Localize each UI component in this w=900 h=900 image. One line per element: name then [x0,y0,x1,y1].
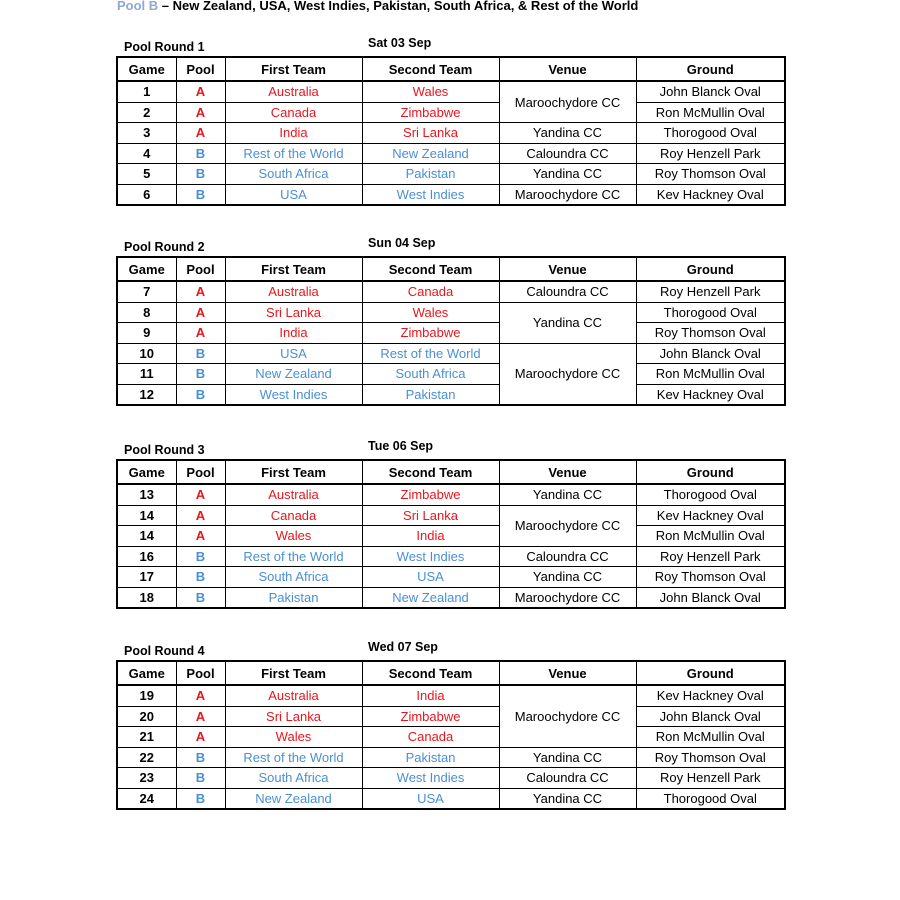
col-ground-header: Ground [636,257,785,281]
col-game-header: Game [117,661,176,685]
ground: Roy Henzell Park [636,281,785,302]
first-team: South Africa [225,567,362,588]
col-first-team-header: First Team [225,257,362,281]
venue: Maroochydore CC [499,343,636,405]
ground: John Blanck Oval [636,81,785,102]
game-number: 3 [117,123,176,144]
game-number: 13 [117,484,176,505]
header-row [117,257,785,281]
round-date: Sat 03 Sep [368,36,432,50]
round-date: Tue 06 Sep [368,439,434,453]
ground: Ron McMullin Oval [636,102,785,123]
col-ground-header: Ground [636,57,785,81]
col-ground-header: Ground [636,661,785,685]
table-row [117,143,785,164]
ground: John Blanck Oval [636,587,785,608]
first-team: Rest of the World [225,546,362,567]
venue: Yandina CC [499,788,636,809]
round-date: Wed 07 Sep [368,640,438,654]
first-team: Canada [225,102,362,123]
first-team: South Africa [225,164,362,185]
ground: Thorogood Oval [636,788,785,809]
pool-letter: B [176,788,225,809]
first-team: India [225,123,362,144]
second-team: West Indies [362,546,499,567]
second-team: New Zealand [362,587,499,608]
col-pool-header: Pool [176,57,225,81]
pool-letter: A [176,102,225,123]
ground: Kev Hackney Oval [636,685,785,706]
game-number: 9 [117,323,176,344]
table-row [117,102,785,123]
col-first-team-header: First Team [225,57,362,81]
venue: Yandina CC [499,164,636,185]
table-row [117,323,785,344]
pool-letter: A [176,526,225,547]
fixture-table [116,459,786,609]
ground: Kev Hackney Oval [636,505,785,526]
pool-letter: A [176,484,225,505]
table-row [117,526,785,547]
game-number: 21 [117,727,176,748]
first-team: Rest of the World [225,143,362,164]
first-team: USA [225,184,362,205]
round-header [116,437,784,459]
first-team: Rest of the World [225,747,362,768]
table-row [117,484,785,505]
col-venue-header: Venue [499,257,636,281]
game-number: 6 [117,184,176,205]
game-number: 4 [117,143,176,164]
round-header [116,234,784,256]
pool-round-4 [116,638,784,810]
fixture-table [116,660,786,810]
pool-letter: B [176,184,225,205]
pool-letter: A [176,706,225,727]
round-title: Pool Round 3 [124,443,205,457]
game-number: 11 [117,364,176,385]
second-team: South Africa [362,364,499,385]
col-game-header: Game [117,460,176,484]
second-team: Rest of the World [362,343,499,364]
round-title: Pool Round 1 [124,40,205,54]
col-second-team-header: Second Team [362,57,499,81]
first-team: India [225,323,362,344]
table-row [117,164,785,185]
first-team: Canada [225,505,362,526]
table-row [117,81,785,102]
second-team: Sri Lanka [362,123,499,144]
game-number: 12 [117,384,176,405]
pool-round-1 [116,34,784,206]
ground: Kev Hackney Oval [636,184,785,205]
game-number: 19 [117,685,176,706]
game-number: 7 [117,281,176,302]
col-pool-header: Pool [176,661,225,685]
game-number: 16 [117,546,176,567]
col-second-team-header: Second Team [362,257,499,281]
venue: Maroochydore CC [499,81,636,123]
venue: Yandina CC [499,302,636,343]
col-venue-header: Venue [499,57,636,81]
venue: Caloundra CC [499,143,636,164]
venue: Caloundra CC [499,546,636,567]
col-venue-header: Venue [499,661,636,685]
fixture-table [116,56,786,206]
pool-letter: A [176,302,225,323]
heading-team-list: – New Zealand, USA, West Indies, Pakistan, South Africa, & Rest of the World [158,0,639,13]
ground: Roy Thomson Oval [636,323,785,344]
header-row [117,57,785,81]
pool-letter: A [176,685,225,706]
table-row [117,123,785,144]
game-number: 14 [117,526,176,547]
col-second-team-header: Second Team [362,460,499,484]
pool-letter: A [176,505,225,526]
venue: Yandina CC [499,567,636,588]
game-number: 2 [117,102,176,123]
second-team: New Zealand [362,143,499,164]
ground: Roy Henzell Park [636,143,785,164]
table-row [117,706,785,727]
second-team: India [362,526,499,547]
pool-letter: B [176,343,225,364]
ground: Ron McMullin Oval [636,364,785,385]
pool-letter: B [176,384,225,405]
first-team: USA [225,343,362,364]
game-number: 14 [117,505,176,526]
game-number: 10 [117,343,176,364]
first-team: West Indies [225,384,362,405]
first-team: South Africa [225,768,362,789]
ground: Ron McMullin Oval [636,526,785,547]
ground: Thorogood Oval [636,302,785,323]
table-row [117,685,785,706]
col-first-team-header: First Team [225,661,362,685]
col-second-team-header: Second Team [362,661,499,685]
ground: Roy Henzell Park [636,768,785,789]
pool-letter: B [176,546,225,567]
ground: Thorogood Oval [636,484,785,505]
heading-pool-label: Pool B [117,0,159,13]
second-team: Pakistan [362,164,499,185]
pool-letter: A [176,323,225,344]
second-team: USA [362,788,499,809]
first-team: New Zealand [225,364,362,385]
first-team: Australia [225,484,362,505]
second-team: Sri Lanka [362,505,499,526]
second-team: Zimbabwe [362,484,499,505]
table-row [117,788,785,809]
round-header [116,638,784,660]
ground: Roy Thomson Oval [636,567,785,588]
round-title: Pool Round 4 [124,644,205,658]
first-team: Sri Lanka [225,302,362,323]
table-row [117,727,785,748]
table-row [117,505,785,526]
game-number: 1 [117,81,176,102]
venue: Yandina CC [499,123,636,144]
fixture-table [116,256,786,406]
second-team: Canada [362,727,499,748]
pool-letter: B [176,587,225,608]
second-team: Zimbabwe [362,102,499,123]
second-team: West Indies [362,184,499,205]
second-team: Wales [362,81,499,102]
col-pool-header: Pool [176,460,225,484]
game-number: 17 [117,567,176,588]
second-team: India [362,685,499,706]
venue: Caloundra CC [499,768,636,789]
second-team: Zimbabwe [362,323,499,344]
venue: Caloundra CC [499,281,636,302]
pool-round-3 [116,437,784,609]
ground: Kev Hackney Oval [636,384,785,405]
first-team: New Zealand [225,788,362,809]
venue: Maroochydore CC [499,184,636,205]
table-row [117,747,785,768]
pool-letter: B [176,164,225,185]
round-title: Pool Round 2 [124,240,205,254]
pool-letter: A [176,727,225,748]
ground: Roy Thomson Oval [636,164,785,185]
venue: Yandina CC [499,747,636,768]
header-row [117,661,785,685]
col-pool-header: Pool [176,257,225,281]
game-number: 22 [117,747,176,768]
table-row [117,546,785,567]
col-first-team-header: First Team [225,460,362,484]
table-row [117,768,785,789]
col-game-header: Game [117,57,176,81]
ground: Ron McMullin Oval [636,727,785,748]
pool-letter: B [176,747,225,768]
table-row [117,184,785,205]
venue: Yandina CC [499,484,636,505]
round-date: Sun 04 Sep [368,236,436,250]
second-team: Wales [362,302,499,323]
game-number: 8 [117,302,176,323]
second-team: Canada [362,281,499,302]
game-number: 20 [117,706,176,727]
pool-letter: B [176,567,225,588]
pool-letter: B [176,768,225,789]
second-team: West Indies [362,768,499,789]
table-row [117,281,785,302]
pool-letter: B [176,364,225,385]
header-row [117,460,785,484]
col-venue-header: Venue [499,460,636,484]
second-team: Zimbabwe [362,706,499,727]
first-team: Sri Lanka [225,706,362,727]
first-team: Wales [225,526,362,547]
table-row [117,587,785,608]
second-team: Pakistan [362,747,499,768]
table-row [117,302,785,323]
pool-letter: B [176,143,225,164]
table-row [117,567,785,588]
pool-letter: A [176,81,225,102]
game-number: 18 [117,587,176,608]
ground: Roy Thomson Oval [636,747,785,768]
first-team: Australia [225,685,362,706]
ground: Thorogood Oval [636,123,785,144]
pool-letter: A [176,123,225,144]
round-header [116,34,784,56]
table-row [117,384,785,405]
second-team: Pakistan [362,384,499,405]
game-number: 5 [117,164,176,185]
table-row [117,364,785,385]
table-row [117,343,785,364]
col-game-header: Game [117,257,176,281]
ground: John Blanck Oval [636,706,785,727]
first-team: Pakistan [225,587,362,608]
game-number: 23 [117,768,176,789]
game-number: 24 [117,788,176,809]
ground: John Blanck Oval [636,343,785,364]
pool-round-2 [116,234,784,406]
first-team: Australia [225,281,362,302]
page-heading [117,0,638,13]
col-ground-header: Ground [636,460,785,484]
venue: Maroochydore CC [499,587,636,608]
second-team: USA [362,567,499,588]
first-team: Wales [225,727,362,748]
venue: Maroochydore CC [499,505,636,546]
first-team: Australia [225,81,362,102]
ground: Roy Henzell Park [636,546,785,567]
pool-letter: A [176,281,225,302]
venue: Maroochydore CC [499,685,636,747]
